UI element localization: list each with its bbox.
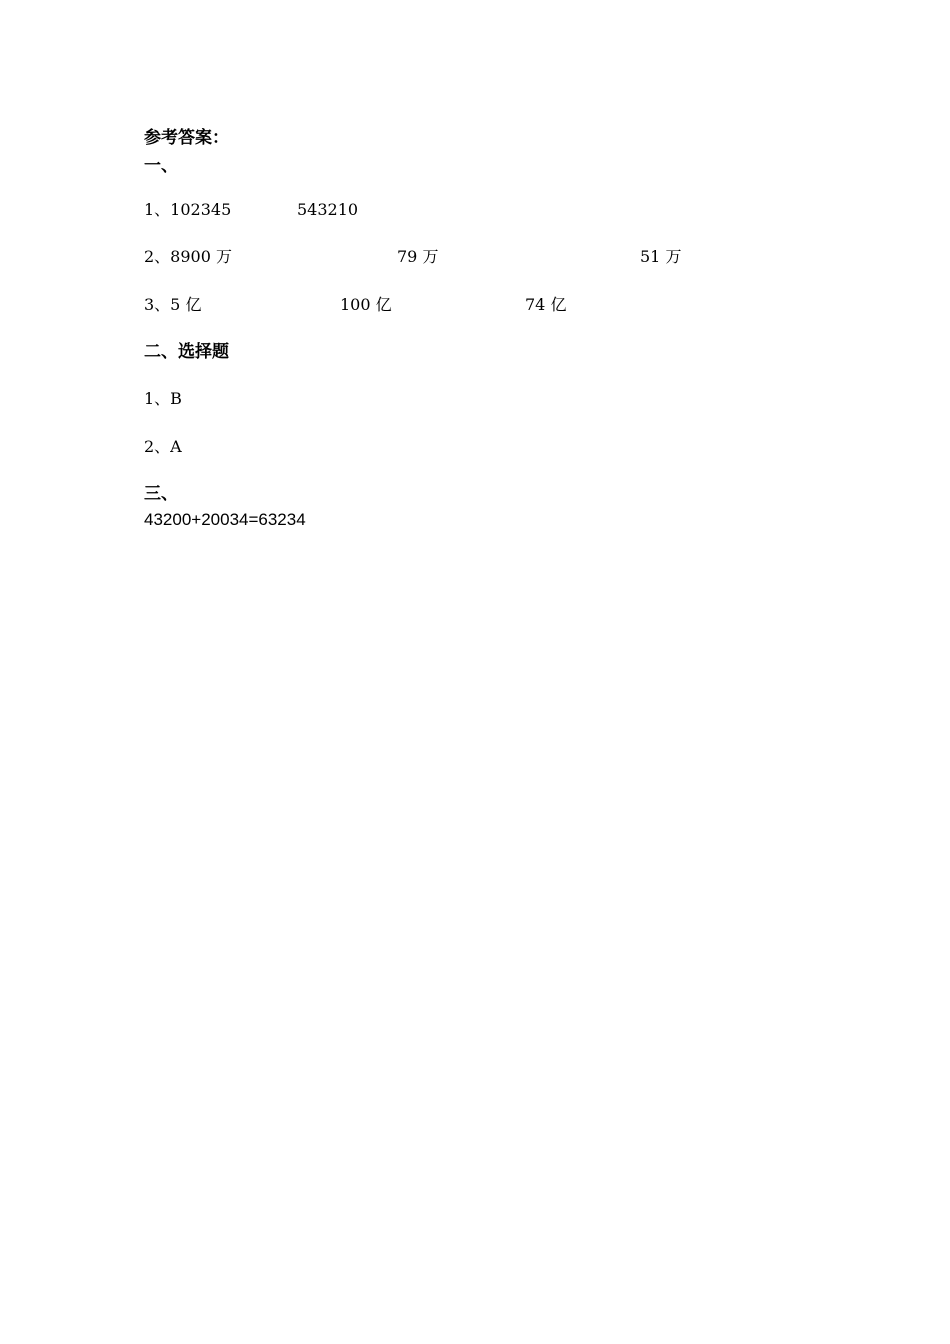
- answer-key-title: 参考答案：: [144, 128, 229, 148]
- section-1-heading: 一、: [144, 156, 178, 176]
- s1-q1-answer-1: 1、102345: [144, 200, 232, 219]
- s1-q3-answer-1: 3、5 亿: [144, 295, 202, 314]
- s2-q1-answer: 1、B: [144, 389, 182, 408]
- section-2-heading: 二、选择题: [144, 342, 229, 362]
- s1-q3-answer-3: 74 亿: [525, 295, 567, 314]
- section-3-heading: 三、: [144, 484, 178, 504]
- s1-q3-answer-2: 100 亿: [340, 295, 392, 314]
- s1-q1-answer-2: 543210: [297, 200, 359, 219]
- s3-equation: 43200+20034=63234: [144, 510, 306, 529]
- s1-q2-answer-2: 79 万: [397, 247, 439, 266]
- s2-q2-answer: 2、A: [144, 437, 182, 456]
- s1-q2-answer-3: 51 万: [640, 247, 682, 266]
- s1-q2-answer-1: 2、8900 万: [144, 247, 232, 266]
